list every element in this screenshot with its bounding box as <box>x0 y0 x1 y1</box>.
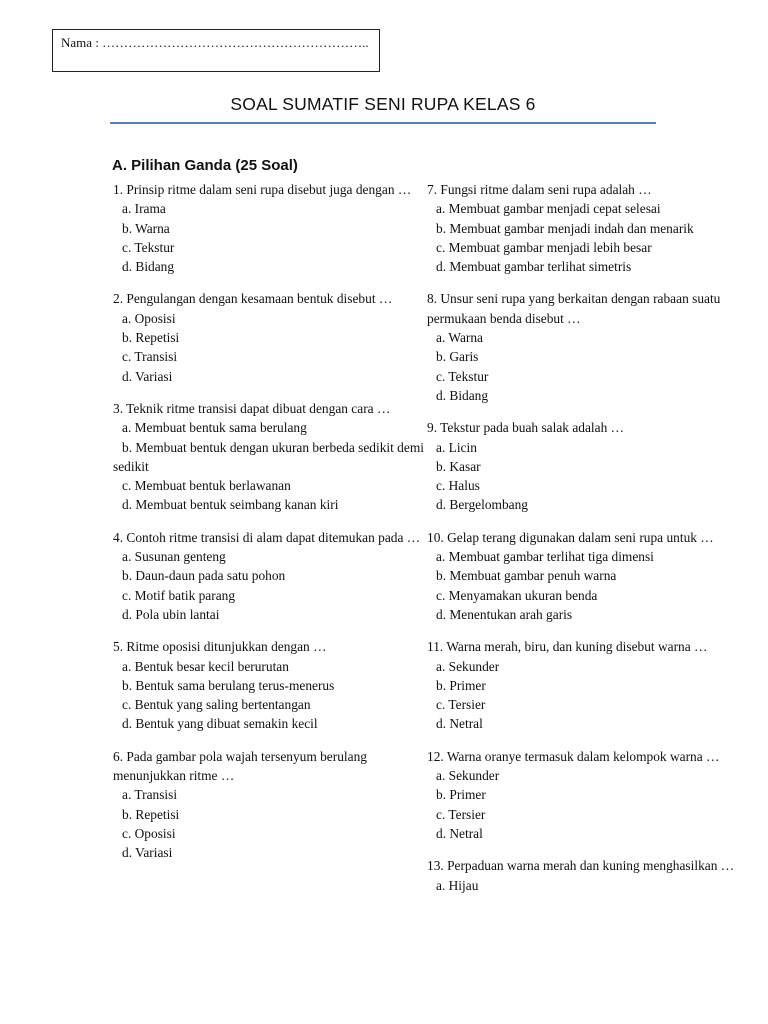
option-a: a. Membuat gambar menjadi cepat selesai <box>436 201 661 217</box>
option-d: d. Bidang <box>436 387 489 403</box>
option-d: d. Netral <box>436 825 483 841</box>
option-b: b. Warna <box>122 220 170 236</box>
option-c: c. Halus <box>436 478 480 494</box>
option-d: d. Variasi <box>122 368 173 384</box>
question-1 <box>113 180 425 276</box>
option-c: c. Oposisi <box>122 825 176 841</box>
question-4 <box>113 528 425 624</box>
page-title: SOAL SUMATIF SENI RUPA KELAS 6 <box>230 94 536 114</box>
option-d: d. Membuat bentuk seimbang kanan kiri <box>122 497 339 513</box>
option-c: c. Tekstur <box>122 239 175 255</box>
question-stem: 3. Teknik ritme transisi dapat dibuat dengan cara … <box>113 400 391 416</box>
option-c: c. Tersier <box>436 806 486 822</box>
option-a: a. Transisi <box>122 787 178 803</box>
option-b: b. Repetisi <box>122 330 180 346</box>
option-a: a. Hijau <box>436 877 479 893</box>
option-a: a. Sekunder <box>436 658 500 674</box>
option-a: a. Irama <box>122 201 166 217</box>
option-d: d. Bergelombang <box>436 497 528 513</box>
option-c: c. Motif batik parang <box>122 587 236 603</box>
name-field-box <box>52 29 380 72</box>
option-a: a. Susunan genteng <box>122 549 226 565</box>
right-column <box>427 180 742 908</box>
option-d: d. Bidang <box>122 259 175 275</box>
question-stem: 6. Pada gambar pola wajah tersenyum berulang menunjukkan ritme … <box>113 748 367 784</box>
option-c: c. Bentuk yang saling bertentangan <box>122 697 311 713</box>
name-field-label: Nama : …………………………………………………….. <box>61 35 369 50</box>
option-c: c. Membuat gambar menjadi lebih besar <box>436 239 652 255</box>
question-stem: 8. Unsur seni rupa yang berkaitan dengan rabaan suatu permukaan benda disebut … <box>427 291 721 326</box>
option-b: b. Kasar <box>436 458 481 474</box>
option-c: c. Membuat bentuk berlawanan <box>122 478 291 494</box>
option-d: d. Pola ubin lantai <box>122 606 220 622</box>
question-stem: 13. Perpaduan warna merah dan kuning menghasilkan … <box>427 858 735 874</box>
question-6 <box>113 747 425 863</box>
left-column <box>113 180 425 876</box>
question-11 <box>427 637 742 733</box>
option-a: a. Oposisi <box>122 310 176 326</box>
title-underline <box>110 122 656 124</box>
option-b: b. Membuat bentuk dengan ukuran berbeda sedikit demi sedikit <box>113 439 424 474</box>
option-b: b. Membuat gambar menjadi indah dan menarik <box>436 220 694 236</box>
question-3 <box>113 399 425 515</box>
option-d: d. Membuat gambar terlihat simetris <box>436 259 632 275</box>
option-b: b. Daun-daun pada satu pohon <box>122 568 286 584</box>
question-stem: 12. Warna oranye termasuk dalam kelompok warna … <box>427 748 720 764</box>
option-a: a. Bentuk besar kecil berurutan <box>122 658 289 674</box>
option-a: a. Warna <box>436 330 484 346</box>
option-c: c. Tekstur <box>436 368 489 384</box>
question-5 <box>113 637 425 733</box>
question-8 <box>427 289 742 405</box>
option-b: b. Garis <box>436 349 479 365</box>
option-b: b. Primer <box>436 677 486 693</box>
option-b: b. Repetisi <box>122 806 180 822</box>
option-a: a. Licin <box>436 439 477 455</box>
question-13 <box>427 856 742 895</box>
option-c: c. Tersier <box>436 697 486 713</box>
option-b: b. Primer <box>436 787 486 803</box>
question-12 <box>427 747 742 843</box>
option-b: b. Bentuk sama berulang terus-menerus <box>122 677 335 693</box>
option-c: c. Transisi <box>122 349 178 365</box>
question-stem: 2. Pengulangan dengan kesamaan bentuk disebut … <box>113 291 393 307</box>
option-d: d. Variasi <box>122 845 173 861</box>
option-b: b. Membuat gambar penuh warna <box>436 568 617 584</box>
option-c: c. Menyamakan ukuran benda <box>436 587 598 603</box>
question-9 <box>427 418 742 514</box>
option-d: d. Netral <box>436 716 483 732</box>
question-2 <box>113 289 425 385</box>
option-a: a. Membuat gambar terlihat tiga dimensi <box>436 549 654 565</box>
question-10 <box>427 528 742 624</box>
section-heading: A. Pilihan Ganda (25 Soal) <box>112 157 298 174</box>
question-stem: 9. Tekstur pada buah salak adalah … <box>427 420 625 436</box>
question-stem: 11. Warna merah, biru, dan kuning disebut warna … <box>427 639 708 655</box>
question-stem: 10. Gelap terang digunakan dalam seni rupa untuk … <box>427 529 714 545</box>
question-stem: 7. Fungsi ritme dalam seni rupa adalah … <box>427 182 652 197</box>
option-d: d. Bentuk yang dibuat semakin kecil <box>122 716 318 732</box>
question-stem: 5. Ritme oposisi ditunjukkan dengan … <box>113 639 327 655</box>
option-a: a. Membuat bentuk sama berulang <box>122 420 307 436</box>
question-stem: 4. Contoh ritme transisi di alam dapat ditemukan pada … <box>113 529 421 545</box>
option-a: a. Sekunder <box>436 768 500 784</box>
question-7 <box>427 180 742 276</box>
question-stem: 1. Prinsip ritme dalam seni rupa disebut juga dengan … <box>113 182 412 197</box>
option-d: d. Menentukan arah garis <box>436 606 573 622</box>
